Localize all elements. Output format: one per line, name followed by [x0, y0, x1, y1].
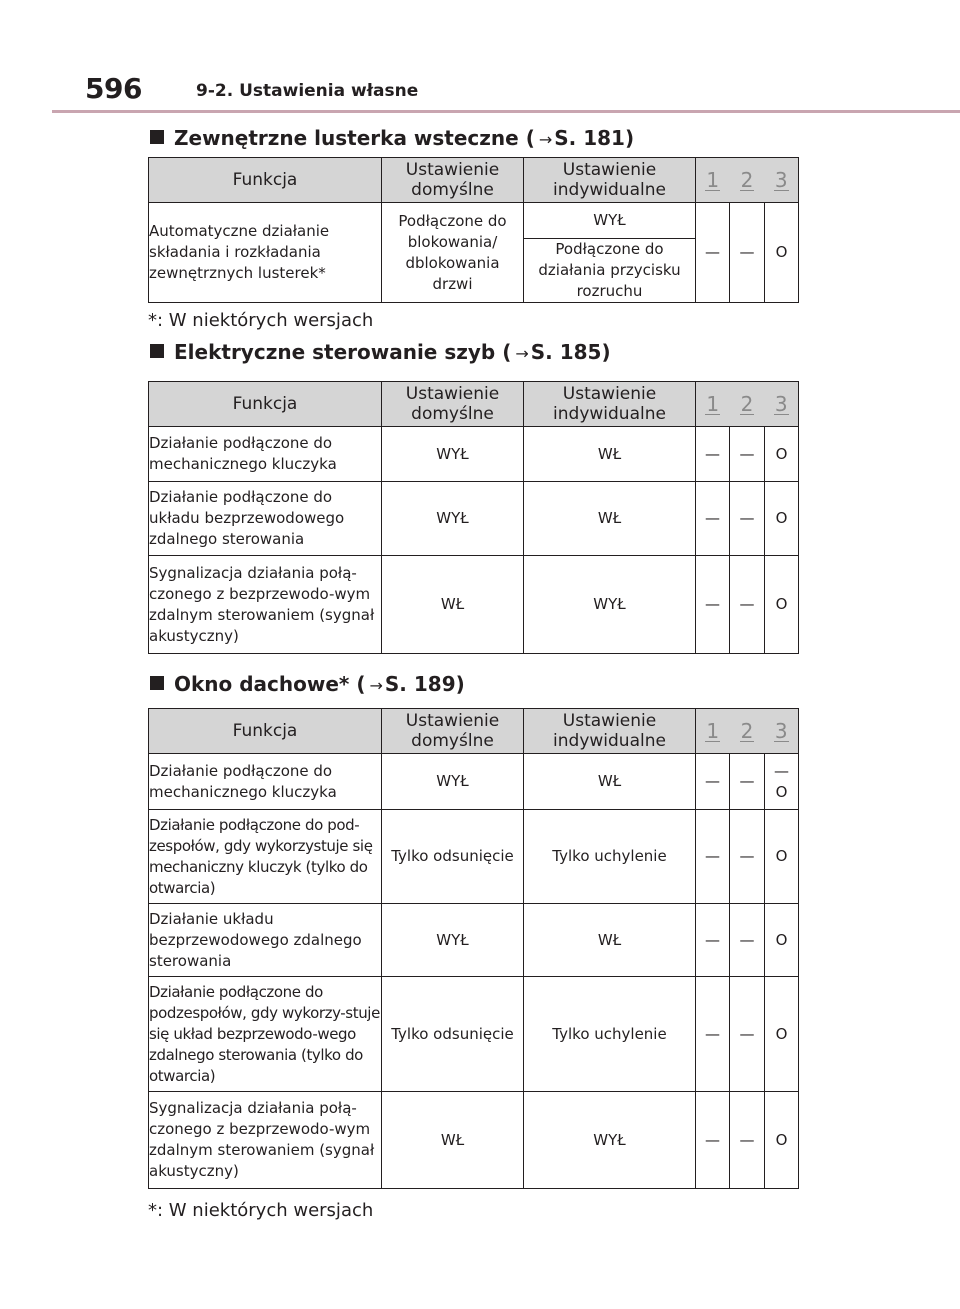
square-bullet-icon — [150, 130, 164, 144]
cell-custom: WŁ — [524, 482, 696, 556]
table-row — [149, 203, 799, 239]
cell-method-1: — — [696, 904, 730, 977]
cell-custom: WYŁ — [524, 556, 696, 654]
cell-method-3: O — [765, 427, 799, 482]
cell-method-2: — — [730, 203, 765, 303]
page-reference-link[interactable]: S. 181) — [554, 126, 635, 150]
cell-function: Działanie podłączone do układu bezprzewodowego zdalnego sterowania — [149, 482, 382, 556]
cell-method-3: O — [765, 810, 799, 904]
cell-default: Tylko odsunięcie — [382, 810, 524, 904]
header-method-2: 2 — [730, 709, 765, 754]
header-method-2: 2 — [730, 158, 765, 203]
page-reference-link[interactable]: S. 189) — [384, 672, 465, 696]
cell-method-1: — — [696, 427, 730, 482]
table-sunroof — [148, 708, 799, 1189]
cell-default: WŁ — [382, 556, 524, 654]
cell-method-3: O — [765, 1092, 799, 1189]
cell-default: WŁ — [382, 1092, 524, 1189]
cell-method-3: O — [765, 203, 799, 303]
arrow-right-icon: → — [538, 130, 553, 149]
cell-method-1: — — [696, 754, 730, 810]
section-title-text: Elektryczne sterowanie szyb ( — [174, 340, 512, 364]
section-title-text: Zewnętrzne lusterka wsteczne ( — [174, 126, 535, 150]
cell-custom-b: Podłączone do działania przycisku rozruchu — [524, 239, 696, 303]
header-default: Ustawienie domyślne — [382, 382, 524, 427]
cell-method-3-bottom: O — [775, 782, 788, 801]
cell-method-1: — — [696, 203, 730, 303]
header-rule — [52, 110, 960, 113]
header-method-1: 1 — [696, 158, 730, 203]
table-windows — [148, 381, 799, 654]
cell-default: Tylko odsunięcie — [382, 977, 524, 1092]
cell-method-2: — — [730, 482, 765, 556]
cell-custom: WŁ — [524, 904, 696, 977]
cell-custom: Tylko uchylenie — [524, 810, 696, 904]
cell-method-2: — — [730, 754, 765, 810]
cell-default: WYŁ — [382, 754, 524, 810]
cell-method-3: O — [765, 904, 799, 977]
cell-function: Automatyczne działanie składania i rozkładania zewnętrznych lusterek* — [149, 203, 382, 303]
table-row — [149, 1092, 799, 1189]
cell-function: Sygnalizacja działania połą-czonego z bezprzewodo-wym zdalnym sterowaniem (sygnał akustyczny) — [149, 556, 382, 654]
header-custom: Ustawienie indywidualne — [524, 382, 696, 427]
cell-custom: WYŁ — [524, 1092, 696, 1189]
header-method-3: 3 — [765, 158, 799, 203]
cell-function: Działanie podłączone do pod-zespołów, gdy wykorzystuje się mechaniczny kluczyk (tylko do otwarcia) — [149, 810, 382, 904]
section-title-text: Okno dachowe* ( — [174, 672, 366, 696]
section-title-mirrors — [150, 126, 634, 150]
table-header-row — [149, 158, 799, 203]
footnote-sunroof: *: W niektórych wersjach — [148, 1200, 374, 1221]
cell-method-3 — [765, 754, 799, 810]
page-number: 596 — [85, 72, 142, 105]
cell-method-1: — — [696, 1092, 730, 1189]
section-label: 9-2. Ustawienia własne — [196, 81, 419, 101]
cell-method-1: — — [696, 977, 730, 1092]
cell-method-2: — — [730, 1092, 765, 1189]
arrow-right-icon: → — [369, 676, 383, 695]
header-function: Funkcja — [149, 382, 382, 427]
header-method-2: 2 — [730, 382, 765, 427]
header-custom: Ustawienie indywidualne — [524, 709, 696, 754]
header-method-1: 1 — [696, 709, 730, 754]
cell-method-3-top: — — [774, 761, 789, 780]
cell-default: WYŁ — [382, 427, 524, 482]
table-header-row — [149, 382, 799, 427]
header-function: Funkcja — [149, 709, 382, 754]
square-bullet-icon — [150, 344, 164, 358]
page-header — [0, 0, 960, 112]
cell-function: Działanie podłączone do mechanicznego kluczyka — [149, 427, 382, 482]
table-row — [149, 427, 799, 482]
cell-function: Działanie podłączone do mechanicznego kluczyka — [149, 754, 382, 810]
cell-method-1: — — [696, 482, 730, 556]
header-default: Ustawienie domyślne — [382, 158, 524, 203]
cell-method-2: — — [730, 556, 765, 654]
cell-method-2: — — [730, 904, 765, 977]
table-header-row — [149, 709, 799, 754]
cell-method-1: — — [696, 810, 730, 904]
header-method-3: 3 — [765, 382, 799, 427]
cell-method-3: O — [765, 556, 799, 654]
table-row — [149, 556, 799, 654]
table-row — [149, 904, 799, 977]
page-reference-link[interactable]: S. 185) — [530, 340, 611, 364]
section-title-sunroof — [150, 672, 465, 696]
table-row — [149, 977, 799, 1092]
arrow-right-icon: → — [515, 344, 529, 363]
cell-custom: WŁ — [524, 754, 696, 810]
cell-default: WYŁ — [382, 482, 524, 556]
square-bullet-icon — [150, 676, 164, 690]
table-row — [149, 482, 799, 556]
header-method-3: 3 — [765, 709, 799, 754]
cell-default: Podłączone do blokowania/ dblokowania drzwi — [382, 203, 524, 303]
cell-default: WYŁ — [382, 904, 524, 977]
header-method-1: 1 — [696, 382, 730, 427]
table-row — [149, 810, 799, 904]
table-row — [149, 754, 799, 810]
header-default: Ustawienie domyślne — [382, 709, 524, 754]
footnote-mirrors: *: W niektórych wersjach — [148, 310, 374, 331]
cell-method-3: O — [765, 482, 799, 556]
cell-function: Działanie układu bezprzewodowego zdalnego sterowania — [149, 904, 382, 977]
cell-function: Działanie podłączone do podzespołów, gdy wykorzy-stuje się układ bezprzewodo-wego zdalnego sterowania (tylko do otwarcia) — [149, 977, 382, 1092]
cell-method-3: O — [765, 977, 799, 1092]
cell-custom: Tylko uchylenie — [524, 977, 696, 1092]
cell-function: Sygnalizacja działania połą-czonego z bezprzewodo-wym zdalnym sterowaniem (sygnał akustyczny) — [149, 1092, 382, 1189]
cell-custom-a: WYŁ — [524, 203, 696, 239]
cell-method-2: — — [730, 977, 765, 1092]
section-title-windows — [150, 340, 611, 364]
cell-custom: WŁ — [524, 427, 696, 482]
cell-method-1: — — [696, 556, 730, 654]
cell-method-2: — — [730, 427, 765, 482]
cell-method-2: — — [730, 810, 765, 904]
table-mirrors — [148, 157, 799, 303]
header-function: Funkcja — [149, 158, 382, 203]
header-custom: Ustawienie indywidualne — [524, 158, 696, 203]
